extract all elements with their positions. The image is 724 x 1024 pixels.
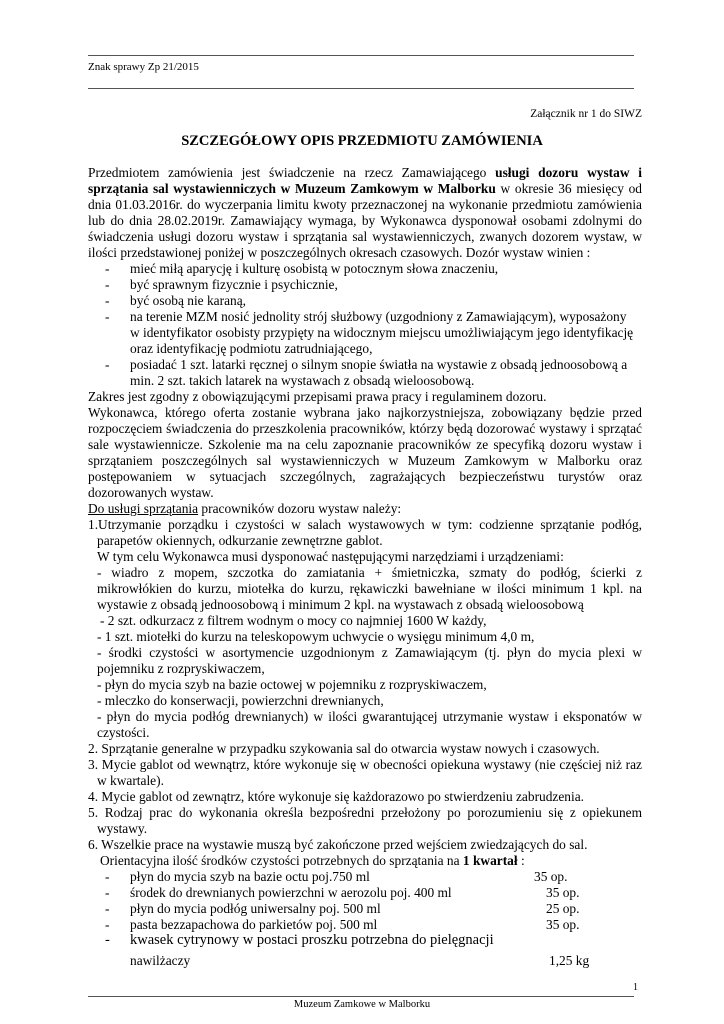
- intro-text: w okresie 36 miesięcy od: [495, 181, 643, 196]
- supply-name: środek do drewnianych powierzchni w aerozolu poj. 400 ml: [130, 885, 452, 900]
- item-1-line-2: parapetów okiennych, odkurzanie zewnętrzne gablot.: [97, 533, 383, 548]
- item-6-text: :: [517, 853, 525, 868]
- supply-dash: -: [105, 885, 110, 900]
- supply-dash: -: [105, 917, 110, 932]
- tools-line-2: mikrowłókien do kurzu, miotełka do kurzu, rękawiczki bawełniane w ilości minimum 1 kpl. na: [97, 581, 642, 596]
- bullet-dash: -: [105, 309, 110, 324]
- footer-institution: Muzeum Zamkowe w Malborku: [293, 999, 431, 1010]
- tools-line-5: - 1 szt. miotełki do kurzu na teleskopowym uchwycie o wysięgu minimum 4,0 m,: [97, 629, 535, 644]
- supply-dash: -: [105, 869, 110, 884]
- item-3-line-1: 3. Mycie gablot od wewnątrz, które wykonuje się w obecności opiekuna wystawy (nie częściej niż raz: [88, 757, 642, 772]
- item-1-line-3: W tym celu Wykonawca musi dysponować następującymi narzędziami i urządzeniami:: [97, 549, 564, 564]
- intro-text: Przedmiotem zamówienia jest świadczenie na rzecz Zamawiającego: [88, 165, 496, 180]
- bullet-dash: -: [105, 293, 110, 308]
- bullet-4-line-2: w identyfikator osobisty przypięty na widocznym miejscu umożliwiającym jego identyfikację: [130, 325, 634, 340]
- supply-qty: 35 op.: [546, 917, 580, 932]
- bullet-2: być sprawnym fizycznie i psychicznie,: [130, 277, 338, 292]
- bullet-5-line-1: posiadać 1 szt. latarki ręcznej o silnym snopie światła na wystawie z obsadą jednoosobową a: [130, 357, 628, 372]
- intro-bold: sprzątania sal wystawienniczych w Muzeum Zamkowym w Malborku: [88, 181, 496, 196]
- item-5-line-1: 5. Rodzaj prac do wykonania określa bezpośredni przełożony po porozumieniu się z opiekunem: [88, 805, 642, 820]
- supply-name: płyn do mycia podłóg uniwersalny poj. 500 ml: [130, 901, 381, 916]
- tools-line-3: wystawie z obsadą jednoosobową i minimum 2 kpl. na wystawach z obsadą wieloosobową: [97, 597, 584, 612]
- item-6-bold: 1 kwartał: [462, 853, 518, 868]
- supply-qty: 25 op.: [546, 901, 580, 916]
- tools-line-1: - wiadro z mopem, szczotka do zamiatania + śmietniczka, szmaty do podłóg, ścierki z: [97, 565, 642, 580]
- item-6-text: Orientacyjna ilość środków czystości potrzebnych do sprzątania na: [100, 853, 463, 868]
- item-5-line-2: wystawy.: [97, 821, 148, 836]
- supply-name: płyn do mycia szyb na bazie octu poj.750 ml: [130, 869, 370, 884]
- tools-line-11: czystości.: [97, 725, 150, 740]
- tools-line-6: - środki czystości w asortymencie uzgodnionym z Zamawiającym (tj. płyn do mycia plexi w: [97, 645, 642, 660]
- item-1-line-1: 1.Utrzymanie porządku i czystości w salach wystawowych w tym: codzienne sprzątanie podłóg,: [88, 517, 642, 532]
- item-2: 2. Sprzątanie generalne w przypadku szykowania sal do otwarcia wystaw nowych i czasowych.: [88, 741, 600, 756]
- intro-bold: usługi dozoru wystaw i: [495, 165, 642, 180]
- underlined-heading: Do usługi sprzątania: [88, 501, 199, 516]
- supply-qty: 35 op.: [534, 869, 568, 884]
- supply-name-last-line-1: kwasek cytrynowy w postaci proszku potrzebna do pielęgnacji: [130, 932, 494, 948]
- supply-name-last-line-2: nawilżaczy: [130, 953, 191, 968]
- bullet-4-line-1: na terenie MZM nosić jednolity strój służbowy (uzgodniony z Zamawiającym), wyposażony: [130, 309, 627, 324]
- item-6-subline: [100, 853, 525, 869]
- tools-line-9: - mleczko do konserwacji, powierzchni drewnianych,: [97, 693, 384, 708]
- bullet-4-line-3: oraz identyfikację podmiotu zatrudniającego,: [130, 341, 373, 356]
- header-rule-bottom: [88, 88, 634, 89]
- intro-line-1: [88, 165, 642, 181]
- para2-line-1: Zakres jest zgodny z obowiązującymi przepisami prawa pracy i regulaminem dozoru.: [88, 389, 547, 404]
- supply-dash: -: [105, 932, 110, 948]
- page-number: 1: [633, 982, 638, 993]
- para2-line-4: sale wystawiennicze. Szkolenie ma na celu zapoznanie pracowników ze specyfiką dozoru wystaw i: [88, 437, 642, 452]
- intro-line-5: świadczenia usługi dozoru wystaw i sprzątania sal wystawienniczych, zwanych dozorem wystaw, w: [88, 229, 642, 244]
- para2-line-3: rozpoczęciem świadczenia do przeszkolenia pracowników, którzy będą dozorować wystawy i sprzątać: [88, 421, 642, 436]
- supply-qty-last: 1,25 kg: [549, 953, 590, 968]
- tools-line-4: - 2 szt. odkurzacz z filtrem wodnym o mocy co najmniej 1600 W każdy,: [100, 613, 487, 628]
- para2-line-7: dozorowanych wystaw.: [88, 485, 214, 500]
- case-number: Znak sprawy Zp 21/2015: [88, 61, 199, 73]
- intro-line-2: [88, 181, 642, 197]
- bullet-dash: -: [105, 277, 110, 292]
- item-4: 4. Mycie gablot od zewnątrz, które wykonuje się każdorazowo po stwierdzeniu zabrudzenia.: [88, 789, 585, 804]
- intro-line-4: lub do dnia 28.02.2019r. Zamawiający wymaga, by Wykonawca dysponował osobami zdolnymi do: [88, 213, 642, 228]
- item-6: 6. Wszelkie prace na wystawie muszą być zakończone przed wejściem zwiedzających do sal.: [88, 837, 588, 852]
- footer-rule: [88, 996, 634, 997]
- para2-line-2: Wykonawca, którego oferta zostanie wybrana jako najkorzystniejsza, zobowiązany będzie przed: [88, 405, 642, 420]
- supply-dash: -: [105, 901, 110, 916]
- bullet-5-line-2: min. 2 szt. takich latarek na wystawach z obsadą wieloosobową.: [130, 373, 475, 388]
- tools-line-10: - płyn do mycia podłóg drewnianych) w ilości gwarantującej utrzymanie wystaw i eksponatów w: [97, 709, 642, 724]
- bullet-1: mieć miłą aparycję i kulturę osobistą w potocznym słowa znaczeniu,: [130, 261, 499, 276]
- bullet-dash: -: [105, 261, 110, 276]
- para2-line-8: [88, 501, 642, 517]
- supply-name: pasta bezzapachowa do parkietów poj. 500 ml: [130, 917, 378, 932]
- document-title: SZCZEGÓŁOWY OPIS PRZEDMIOTU ZAMÓWIENIA: [181, 133, 543, 149]
- para2-text: pracowników dozoru wystaw należy:: [198, 501, 402, 516]
- header-rule-top: [88, 55, 634, 56]
- intro-line-6: ilości przedstawionej poniżej w poszczególnych okresach czasowych. Dozór wystaw winien :: [88, 245, 591, 260]
- bullet-dash: -: [105, 357, 110, 372]
- bullet-3: być osobą nie karaną,: [130, 293, 247, 308]
- para2-line-6: postępowaniem w sytuacjach szczególnych, zagrażających bezpieczeństwu turystów oraz: [88, 469, 642, 484]
- supply-qty: 35 op.: [546, 885, 580, 900]
- intro-line-3: dnia 01.03.2016r. do wyczerpania limitu kwoty przeznaczonej na wykonanie przedmiotu zamówienia: [88, 197, 642, 212]
- item-3-line-2: w kwartale).: [97, 773, 164, 788]
- tools-line-8: - płyn do mycia szyb na bazie octowej w pojemniku z rozpryskiwaczem,: [97, 677, 487, 692]
- annex-label: Załącznik nr 1 do SIWZ: [530, 108, 642, 120]
- para2-line-5: sprzątaniem poszczególnych sal wystawienniczych w Muzeum Zamkowym w Malborku oraz: [88, 453, 642, 468]
- tools-line-7: pojemniku z rozpryskiwaczem,: [97, 661, 265, 676]
